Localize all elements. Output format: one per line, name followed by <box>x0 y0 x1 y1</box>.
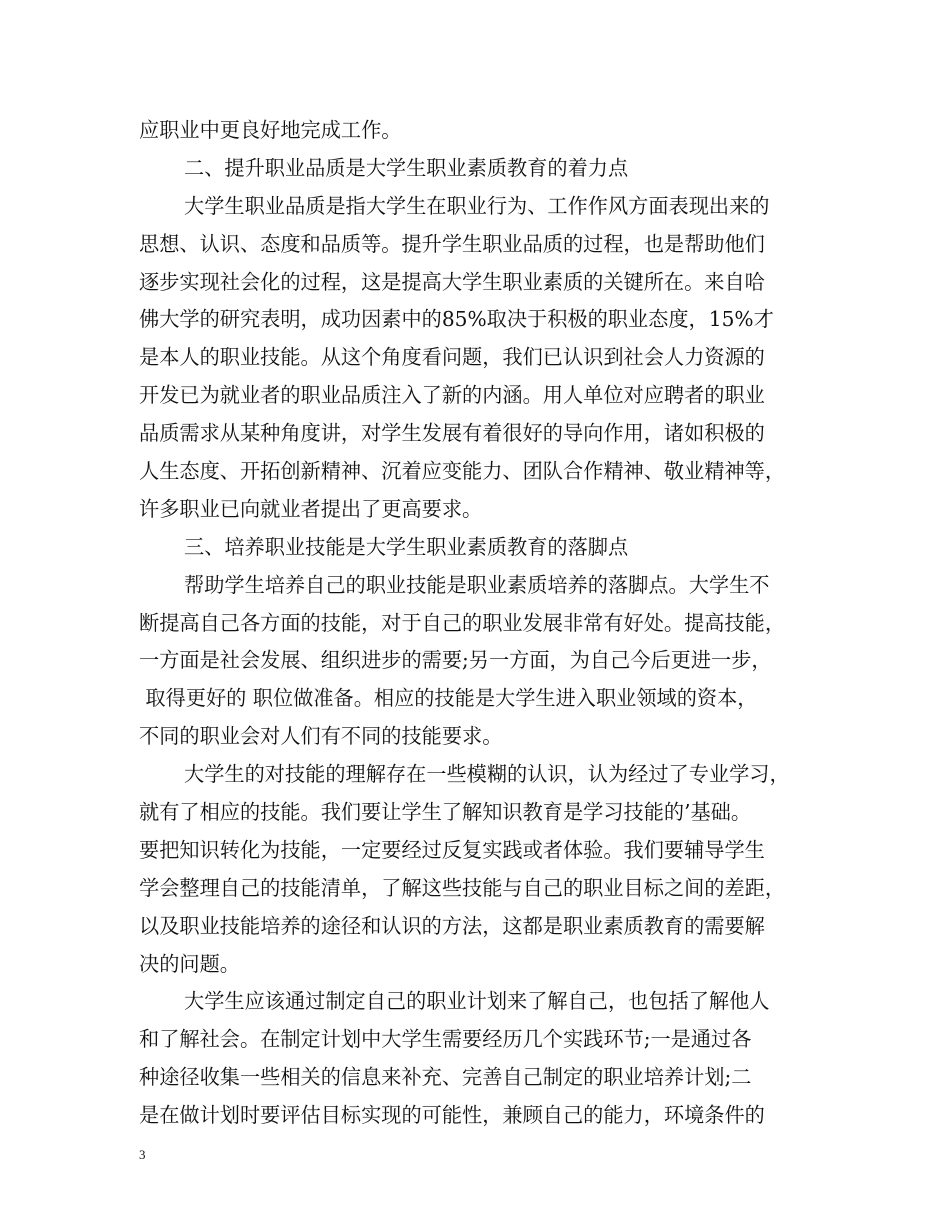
text-line: 许多职业已向就业者提出了更高要求。 <box>139 496 483 521</box>
text-line: 种途径收集一些相关的信息来补充、完善自己制定的职业培养计划;二 <box>139 1065 752 1090</box>
text-line: 品质需求从某种角度讲，对学生发展有着很好的导向作用，诸如积极的 <box>139 421 765 446</box>
text-line: 和了解社会。在制定计划中大学生需要经历几个实践环节;一是通过各 <box>139 1027 752 1052</box>
text-line: 要把知识转化为技能，一定要经过反复实践或者体验。我们要辅导学生 <box>139 837 765 862</box>
text-line: 大学生职业品质是指大学生在职业行为、工作作风方面表现出来的 <box>184 193 770 218</box>
text-line: 大学生应该通过制定自己的职业计划来了解自己，也包括了解他人 <box>184 989 770 1014</box>
text-line: 取得更好的 职位做准备。相应的技能是大学生进入职业领域的资本， <box>139 686 758 711</box>
page-number: 3 <box>139 1147 146 1162</box>
text-line: 应职业中更良好地完成工作。 <box>139 118 402 142</box>
text-line: 是本人的职业技能。从这个角度看问题，我们已认识到社会人力资源的 <box>139 345 765 370</box>
section-heading-3: 三、培养职业技能是大学生职业素质教育的落脚点 <box>184 534 629 559</box>
text-line: 帮助学生培养自己的职业技能是职业素质培养的落脚点。大学生不 <box>184 572 770 597</box>
text-line: 是在做计划时要评估目标实现的可能性，兼顾自己的能力，环境条件的 <box>139 1103 765 1128</box>
text-line: 思想、认识、态度和品质等。提升学生职业品质的过程，也是帮助他们 <box>139 231 765 256</box>
text-line: 佛大学的研究表明，成功因素中的85%取决于积极的职业态度，15%才 <box>139 307 774 332</box>
text-line: 不同的职业会对人们有不同的技能要求。 <box>139 724 503 749</box>
text-line: 以及职业技能培养的途径和认识的方法，这都是职业素质教育的需要解 <box>139 913 765 938</box>
text-line: 一方面是社会发展、组织进步的需要;另一方面，为自己今后更进一步， <box>139 648 772 673</box>
text-line: 断提高自己各方面的技能，对于自己的职业发展非常有好处。提高技能， <box>139 610 786 635</box>
text-line: 开发已为就业者的职业品质注入了新的内涵。用人单位对应聘者的职业 <box>139 383 765 408</box>
text-line: 决的问题。 <box>139 951 240 976</box>
text-line: 人生态度、开拓创新精神、沉着应变能力、团队合作精神、敬业精神等， <box>139 459 786 484</box>
section-heading-2: 二、提升职业品质是大学生职业素质教育的着力点 <box>184 155 629 180</box>
text-line: 大学生的对技能的理解存在一些模糊的认识，认为经过了专业学习， <box>184 762 790 787</box>
text-line: 就有了相应的技能。我们要让学生了解知识教育是学习技能的’基础。 <box>139 800 752 825</box>
text-line: 逐步实现社会化的过程，这是提高大学生职业素质的关键所在。来自哈 <box>139 269 765 294</box>
body-text <box>139 112 815 1135</box>
text-line: 学会整理自己的技能清单，了解这些技能与自己的职业目标之间的差距， <box>139 875 786 900</box>
